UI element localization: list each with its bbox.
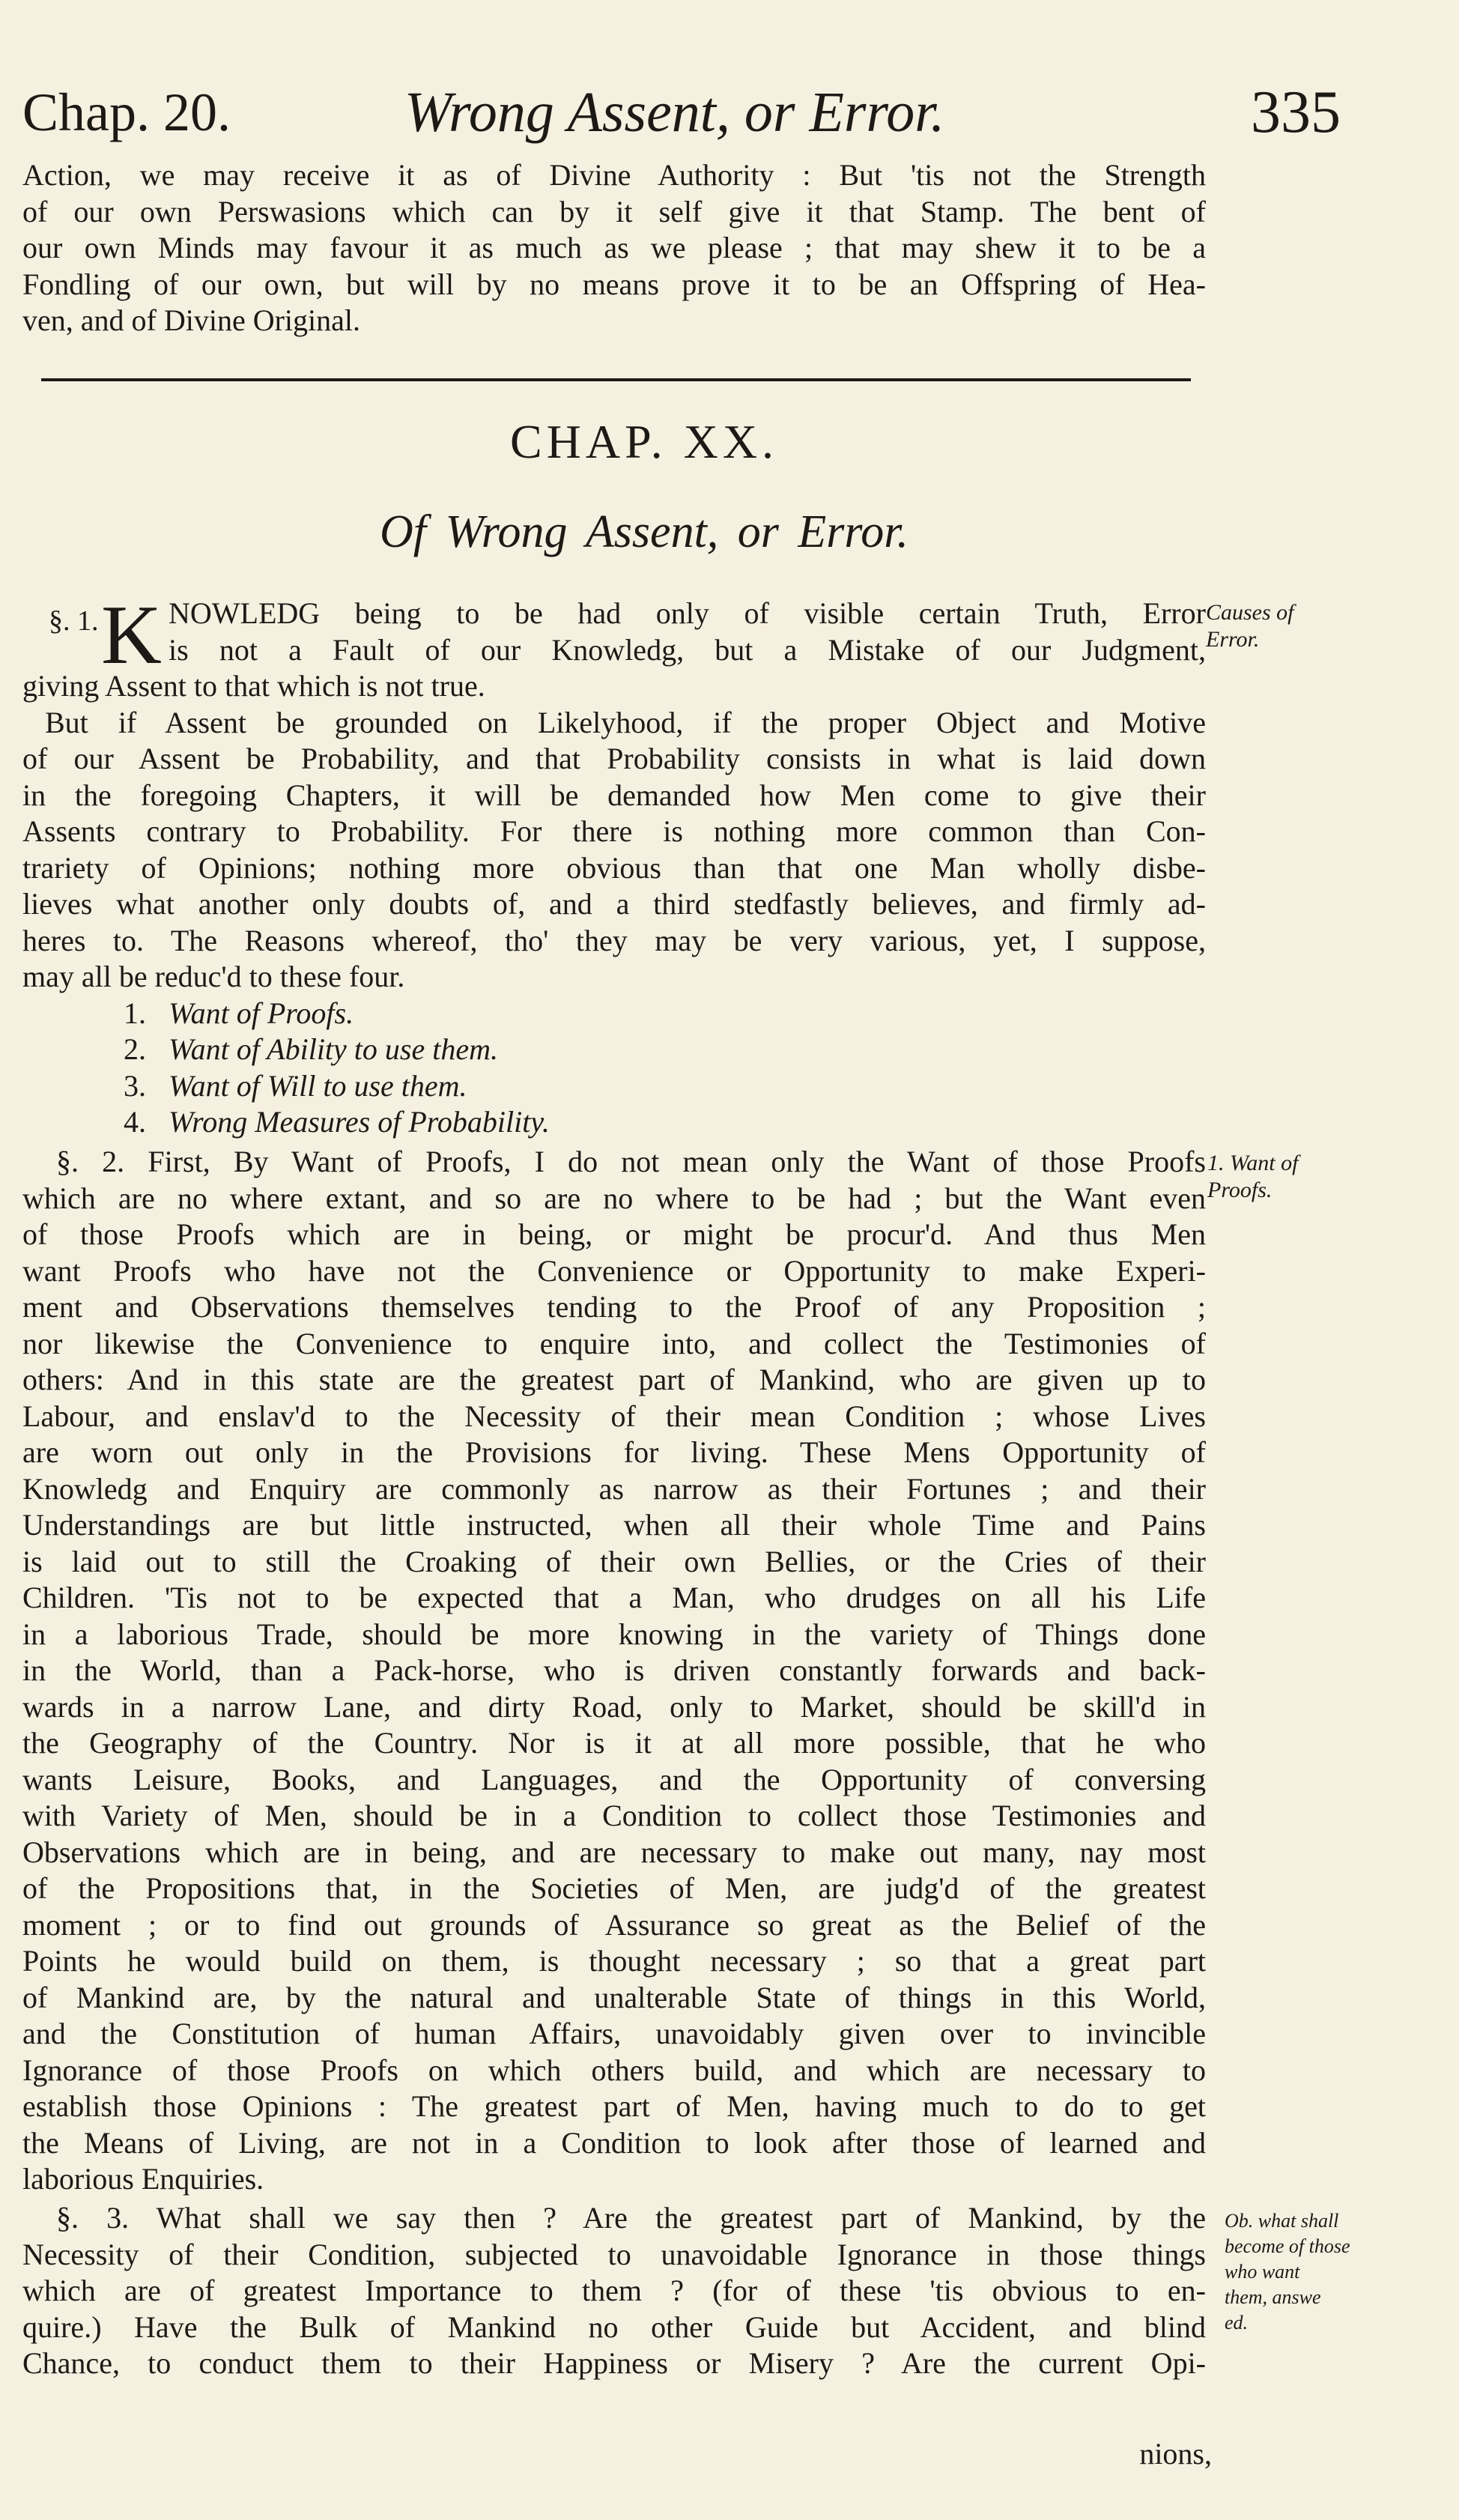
text-line: Ignorance of those Proofs on which others build, and which are necessary to	[22, 2053, 1206, 2087]
text-line: wants Leisure, Books, and Languages, and the Opportunity of conversing	[22, 1762, 1206, 1796]
text-line: may all be reduc'd to these four.	[22, 960, 405, 993]
chapter-subtitle: Of Wrong Assent, or Error.	[379, 506, 909, 557]
list-item: 3. Want of Will to use them.	[124, 1068, 467, 1103]
list-item: 4. Wrong Measures of Probability.	[124, 1105, 550, 1139]
text-line: laborious Enquiries.	[22, 2162, 264, 2196]
text-line: But if Assent be grounded on Likelyhood, if the proper Object and Motive	[45, 705, 1206, 739]
text-line: heres to. The Reasons whereof, tho' they may be very various, yet, I suppose,	[22, 923, 1206, 957]
chapter-heading: CHAP. XX.	[509, 415, 779, 468]
text-line: are worn out only in the Provisions for living. These Mens Opportunity of	[22, 1435, 1206, 1469]
text-line: §. 2. First, By Want of Proofs, I do not mean only the Want of those Proofs	[56, 1145, 1206, 1178]
list-item: 1. Want of Proofs.	[124, 996, 354, 1030]
text-line: our own Minds may favour it as much as we please ; that may shew it to be a	[22, 231, 1206, 264]
text-line: in the foregoing Chapters, it will be demanded how Men come to give their	[22, 778, 1206, 812]
text-line: the Geography of the Country. Nor is it at all more possible, that he who	[22, 1726, 1206, 1760]
text-line: Understandings are but little instructed, when all their whole Time and Pains	[22, 1508, 1206, 1542]
text-line: giving Assent to that which is not true.	[22, 669, 485, 703]
margin-note-objection: Ob. what shall become of those who want them, answe ed.	[1225, 2210, 1350, 2333]
text-line: Chance, to conduct them to their Happiness or Misery ? Are the current Opi-	[22, 2346, 1206, 2380]
section1-body	[22, 668, 1206, 1141]
text-line: and the Constitution of human Affairs, unavoidably given over to invincible	[22, 2017, 1206, 2050]
text-line: ment and Observations themselves tending to the Proof of any Proposition ;	[22, 1290, 1206, 1324]
text-line: which are of greatest Importance to them ? (for of these 'tis obvious to en-	[22, 2274, 1206, 2307]
chapter-label: Chap. 20.	[22, 82, 231, 142]
text-line: of our Assent be Probability, and that Probability consists in what is laid down	[22, 742, 1206, 775]
text-line: of the Propositions that, in the Societies of Men, are judg'd of the greatest	[22, 1871, 1206, 1905]
running-header	[22, 71, 1341, 154]
text-line: Action, we may receive it as of Divine Authority : But 'tis not the Strength	[22, 158, 1206, 192]
text-line: is not a Fault of our Knowledg, but a Mistake of our Judgment,	[169, 632, 1206, 667]
text-line: ven, and of Divine Original.	[22, 303, 360, 337]
text-line: NOWLEDG being to be had only of visible certain Truth, Error	[169, 596, 1206, 630]
text-line: Knowledg and Enquiry are commonly as narrow as their Fortunes ; and their	[22, 1471, 1206, 1506]
text-line: trariety of Opinions; nothing more obvious than that one Man wholly disbe-	[22, 850, 1206, 885]
text-line: Assents contrary to Probability. For there is nothing more common than Con-	[22, 814, 1206, 848]
text-line: lieves what another only doubts of, and a third stedfastly believes, and firmly ad-	[22, 887, 1206, 921]
text-line: which are no where extant, and so are no where to be had ; but the Want even	[22, 1181, 1206, 1215]
intro-paragraph	[22, 157, 1206, 339]
section1-opening	[169, 596, 1206, 668]
text-line: Observations which are in being, and are necessary to make out many, nay most	[22, 1835, 1206, 1869]
text-line: Labour, and enslav'd to the Necessity of their mean Condition ; whose Lives	[22, 1399, 1206, 1433]
section-divider	[41, 378, 1191, 381]
section-marker: §. 1.	[49, 605, 99, 637]
text-line: of our own Perswasions which can by it self give it that Stamp. The bent of	[22, 194, 1206, 228]
text-line: want Proofs who have not the Convenience or Opportunity to make Experi-	[22, 1253, 1206, 1288]
section2-body	[22, 1144, 1206, 2198]
running-title: Wrong Assent, or Error.	[404, 81, 945, 144]
text-line: Children. 'Tis not to be expected that a Man, who drudges on all his Life	[22, 1581, 1206, 1614]
catchword: nions,	[1139, 2437, 1212, 2471]
text-line: wards in a narrow Lane, and dirty Road, only to Market, should be skill'd in	[22, 1689, 1206, 1724]
text-line: others: And in this state are the greatest part of Mankind, who are given up to	[22, 1363, 1206, 1396]
drop-capital: K	[101, 589, 162, 682]
text-line: moment ; or to find out grounds of Assurance so great as the Belief of the	[22, 1907, 1206, 1942]
page-number: 335	[1251, 79, 1341, 145]
text-line: the Means of Living, are not in a Condition to look after those of learned and	[22, 2125, 1206, 2160]
margin-note-causes: Causes of Error.	[1206, 600, 1294, 652]
margin-note-want-of-proofs: 1. Want of Proofs.	[1207, 1151, 1299, 1202]
text-line: with Variety of Men, should be in a Condition to collect those Testimonies and	[22, 1799, 1206, 1832]
text-line: quire.) Have the Bulk of Mankind no other Guide but Accident, and blind	[22, 2310, 1206, 2344]
list-item: 2. Want of Ability to use them.	[124, 1032, 498, 1066]
text-line: of those Proofs which are in being, or might be procur'd. And thus Men	[22, 1217, 1206, 1251]
section3-body	[22, 2200, 1206, 2382]
text-line: §. 3. What shall we say then ? Are the greatest part of Mankind, by the	[56, 2201, 1206, 2235]
text-line: establish those Opinions : The greatest part of Men, having much to do to get	[22, 2089, 1206, 2123]
text-line: of Mankind are, by the natural and unalterable State of things in this World,	[22, 1980, 1206, 2014]
text-line: Fondling of our own, but will by no means prove it to be an Offspring of Hea-	[22, 267, 1206, 301]
text-line: in a laborious Trade, should be more knowing in the variety of Things done	[22, 1617, 1206, 1651]
text-line: nor likewise the Convenience to enquire into, and collect the Testimonies of	[22, 1326, 1206, 1360]
text-line: in the World, than a Pack-horse, who is driven constantly forwards and back-	[22, 1653, 1206, 1687]
text-line: is laid out to still the Croaking of their own Bellies, or the Cries of their	[22, 1544, 1206, 1578]
text-line: Points he would build on them, is thought necessary ; so that a great part	[22, 1944, 1206, 1978]
text-line: Necessity of their Condition, subjected to unavoidable Ignorance in those things	[22, 2237, 1206, 2271]
